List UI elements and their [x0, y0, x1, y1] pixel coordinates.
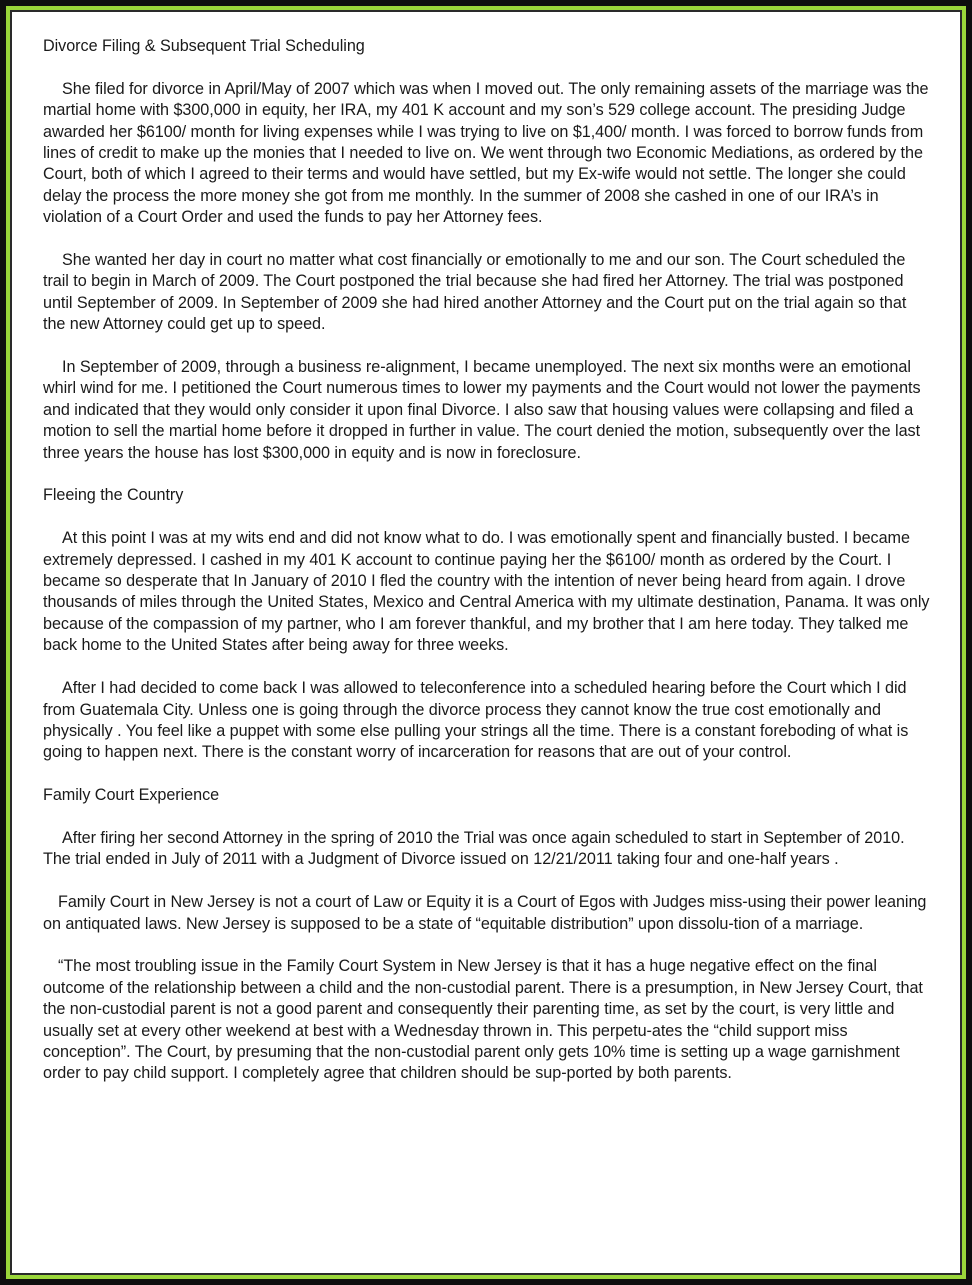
paragraph-court-of-egos: Family Court in New Jersey is not a court of Law or Equity it is a Court of Egos with Judges miss-using their power leaning on antiquated laws. New Jersey is supposed to be a state of “equitable distribution” upon dissolu-tion of a marriage. — [43, 893, 927, 933]
paragraph-fleeing: At this point I was at my wits end and did not know what to do. I was emotionally spent and financially busted. I became extremely depressed. I cashed in my 401 K account to continue paying her the $6100/ month as ordered by the Court. I became so desperate that In January of 2010 I fled the country with the intention of never being heard from again. I drove thousands of miles through the United States, Mexico and Central America with my ultimate destination, Panama. It was only because of the compassion of my partner, who I am forever thankful, and my brother that I am here today. They talked me back home to the United States after being away for three weeks. — [43, 529, 930, 655]
paragraph-coming-back: After I had decided to come back I was allowed to teleconference into a scheduled hearing before the Court which I did from Guatemala City. Unless one is going through the divorce process they cannot know the true cost emotionally and physically . You feel like a puppet with some else pulling your strings all the time. There is a constant foreboding of what is going to happen next. There is the constant worry of incarceration for reasons that are out of your control. — [43, 679, 909, 762]
paragraph-trial-scheduling: She wanted her day in court no matter what cost financially or emotionally to me and our son. The Court scheduled the trail to begin in March of 2009. The Court postponed the trial because she had fired her Attorney. The trial was postponed until September of 2009. In September of 2009 she had hired another Attorney and the Court put on the trial again so that the new Attorney could get up to speed. — [43, 251, 907, 334]
paragraph-unemployment: In September of 2009, through a business re-alignment, I became unemployed. The next six months were an emotional whirl wind for me. I petitioned the Court numerous times to lower my payments and the Court would not lower the payments and indicated that they would only consider it upon final Divorce. I also saw that housing values were collapsing and filed a motion to sell the martial home before it dropped in further in value. The court denied the motion, subsequently over the last three years the house has lost $300,000 in equity and is now in foreclosure. — [43, 358, 921, 462]
section-heading-divorce-filing: Divorce Filing & Subsequent Trial Scheduling — [43, 37, 365, 55]
paragraph-trial-ended: After firing her second Attorney in the spring of 2010 the Trial was once again scheduled to start in September of 2010. The trial ended in July of 2011 with a Judgment of Divorce issued on 12/21/2011 taking four and one-half years . — [43, 828, 905, 869]
document-body — [43, 36, 931, 1106]
section-heading-fleeing-country: Fleeing the Country — [43, 486, 184, 505]
section-heading-family-court: Family Court Experience — [43, 786, 220, 805]
paragraph-filing: She filed for divorce in April/May of 2007 which was when I moved out. The only remaining assets of the marriage was the martial home with $300,000 in equity, her IRA, my 401 K account and my son’s 529 college account. The presiding Judge awarded her $6100/ month for living expenses while I was trying to live on $1,400/ month. I was forced to borrow funds from lines of credit to make up the monies that I needed to live on. We went through two Economic Mediations, as ordered by the Court, both of which I agreed to their terms and would have settled, but my Ex-wife would not settle. The longer she could delay the process the more money she got from me monthly. In the summer of 2008 she cashed in one of our IRA’s in violation of a Court Order and used the funds to pay her Attorney fees. — [43, 79, 929, 227]
paragraph-troubling-issue: “The most troubling issue in the Family Court System in New Jersey is that it has a huge negative effect on the final outcome of the relationship between a child and the non-custodial parent. There is a presumption, in New Jersey Court, that the non-custodial parent is not a good parent and consequently their parenting time, as set by the court, is very little and usually set at every other weekend at best with a Wednesday thrown in. This perpetu-ates the “child support miss conception”. The Court, by presuming that the non-custodial parent only gets 10% time is setting up a wage garnishment order to pay child support. I completely agree that children should be sup-ported by both parents. — [43, 957, 923, 1083]
